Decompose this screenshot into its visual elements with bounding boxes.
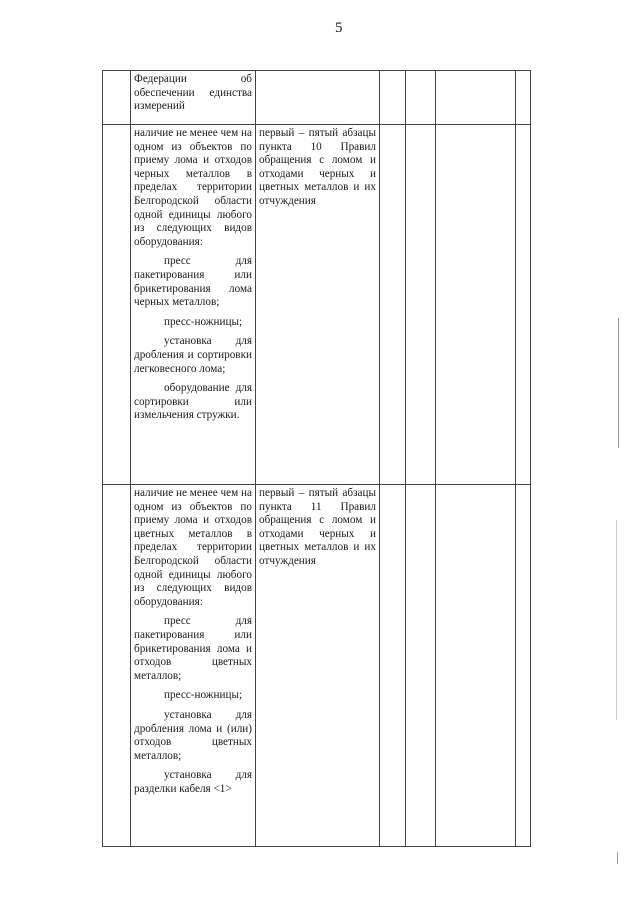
row-divider [102,484,531,485]
column-divider [130,70,131,847]
requirements-table [102,70,531,847]
row-divider [102,124,531,125]
table-row [134,73,252,123]
equipment-item: пресс-ножницы; [164,315,243,328]
table-border-right [530,70,531,847]
requirement-text: Федерации об обеспечении единства измерений [134,73,252,113]
column-divider [515,70,516,847]
equipment-item: установка для разделки кабеля <1> [134,769,252,795]
legal-basis [259,487,376,607]
scan-artifact [617,852,618,864]
equipment-item: установка для дробления и сортировки легковесного лома; [134,335,252,375]
column-divider [255,70,256,847]
table-border-top [102,70,531,71]
column-divider [405,70,406,847]
equipment-item: пресс для пакетирования или брикетирования лома черных металлов; [134,255,252,309]
table-row [134,127,252,482]
column-divider [435,70,436,847]
table-border-left [102,70,103,847]
legal-basis-text: первый – пятый абзацы пункта 10 Правил обращения с ломом и отходами черных и цветных металлов и их отчуждения [259,127,376,207]
scan-artifact [616,520,617,720]
scan-artifact [618,318,619,448]
requirement-text: наличие не менее чем на одном из объектов по приему лома и отходов цветных металлов в пределах территории Белгородской области одной единицы любого из следующих видов оборудования: [134,487,252,608]
equipment-item: пресс-ножницы; [164,689,243,702]
table-border-bottom [102,846,531,847]
requirement-text: наличие не менее чем на одном из объектов по приему лома и отходов черных металлов в пределах территории Белгородской области одной единицы любого из следующих видов оборудования: [134,127,252,248]
equipment-item: пресс для пакетирования или брикетирования лома и отходов цветных металлов; [134,615,252,682]
equipment-item: установка для дробления лома и (или) отходов цветных металлов; [134,708,252,762]
equipment-item: оборудование для сортировки или измельчения стружки. [134,382,252,422]
page-number: 5 [335,20,343,36]
column-divider [379,70,380,847]
table-row [134,487,252,844]
legal-basis [259,127,376,247]
legal-basis-text: первый – пятый абзацы пункта 11 Правил обращения с ломом и отходами черных и цветных металлов и их отчуждения [259,487,376,567]
